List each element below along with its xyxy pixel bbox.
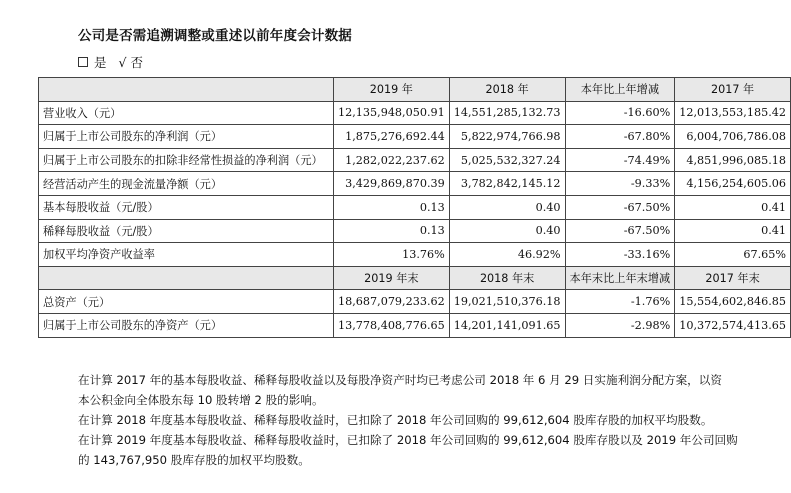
table-header-row — [39, 266, 791, 290]
cell-value: 12,013,553,185.42 — [675, 101, 791, 125]
cell-value: 0.13 — [334, 219, 450, 243]
row-label: 稀释每股收益（元/股） — [39, 219, 334, 243]
header-cell: 2019 年末 — [334, 266, 450, 290]
row-label: 基本每股收益（元/股） — [39, 195, 334, 219]
cell-value: -1.76% — [565, 290, 675, 314]
header-cell: 2018 年 — [449, 78, 565, 102]
cell-value: 19,021,510,376.18 — [449, 290, 565, 314]
header-blank-cell — [39, 266, 334, 290]
table-row — [39, 148, 791, 172]
cell-value: 13,778,408,776.65 — [334, 313, 450, 337]
cell-value: 0.41 — [675, 219, 791, 243]
table-row — [39, 243, 791, 267]
header-cell: 2017 年 — [675, 78, 791, 102]
footnotes — [78, 370, 758, 470]
table-header-row — [39, 78, 791, 102]
cell-value: 10,372,574,413.65 — [675, 313, 791, 337]
cell-value: 3,782,842,145.12 — [449, 172, 565, 196]
header-blank-cell — [39, 78, 334, 102]
row-label: 总资产（元） — [39, 290, 334, 314]
restatement-choice — [78, 53, 143, 71]
table-row — [39, 101, 791, 125]
financial-data-table — [38, 77, 791, 338]
cell-value: 0.40 — [449, 219, 565, 243]
footnote-line: 的 143,767,950 股库存股的加权平均股数。 — [78, 453, 310, 467]
footnote-line: 本公积金向全体股东每 10 股转增 2 股的影响。 — [78, 393, 324, 407]
cell-value: 13.76% — [334, 243, 450, 267]
table-row — [39, 290, 791, 314]
check-mark-icon: √ — [118, 54, 127, 70]
footnote-line: 在计算 2019 年度基本每股收益、稀释每股收益时，已扣除了 2018 年公司回购的 99,612,604 股库存股以及 2019 年公司回购 — [78, 433, 738, 447]
cell-value: 18,687,079,233.62 — [334, 290, 450, 314]
header-cell: 2017 年末 — [675, 266, 791, 290]
cell-value: 3,429,869,870.39 — [334, 172, 450, 196]
row-label: 营业收入（元） — [39, 101, 334, 125]
footnote-line: 在计算 2018 年度基本每股收益、稀释每股收益时，已扣除了 2018 年公司回购的 99,612,604 股库存股的加权平均股数。 — [78, 413, 713, 427]
row-label: 经营活动产生的现金流量净额（元） — [39, 172, 334, 196]
cell-value: 46.92% — [449, 243, 565, 267]
table-row — [39, 125, 791, 149]
cell-value: -74.49% — [565, 148, 675, 172]
header-cell: 2018 年末 — [449, 266, 565, 290]
cell-value: 6,004,706,786.08 — [675, 125, 791, 149]
cell-value: 4,156,254,605.06 — [675, 172, 791, 196]
header-cell: 2019 年 — [334, 78, 450, 102]
table-row — [39, 219, 791, 243]
cell-value: 0.13 — [334, 195, 450, 219]
cell-value: -67.50% — [565, 195, 675, 219]
cell-value: 1,282,022,237.62 — [334, 148, 450, 172]
cell-value: 0.41 — [675, 195, 791, 219]
cell-value: 5,822,974,766.98 — [449, 125, 565, 149]
table-row — [39, 172, 791, 196]
header-cell: 本年比上年增减 — [565, 78, 675, 102]
cell-value: 1,875,276,692.44 — [334, 125, 450, 149]
cell-value: -16.60% — [565, 101, 675, 125]
cell-value: -9.33% — [565, 172, 675, 196]
cell-value: 15,554,602,846.85 — [675, 290, 791, 314]
cell-value: 67.65% — [675, 243, 791, 267]
cell-value: 0.40 — [449, 195, 565, 219]
cell-value: -2.98% — [565, 313, 675, 337]
row-label: 归属于上市公司股东的扣除非经常性损益的净利润（元） — [39, 148, 334, 172]
table-row — [39, 195, 791, 219]
cell-value: -67.80% — [565, 125, 675, 149]
row-label: 归属于上市公司股东的净利润（元） — [39, 125, 334, 149]
cell-value: 12,135,948,050.91 — [334, 101, 450, 125]
row-label: 归属于上市公司股东的净资产（元） — [39, 313, 334, 337]
checkbox-icon — [78, 57, 88, 67]
footnote-line: 在计算 2017 年的基本每股收益、稀释每股收益以及每股净资产时均已考虑公司 2018 年 6 月 29 日实施利润分配方案，以资 — [78, 373, 722, 387]
choice-no: 否 — [130, 55, 143, 70]
cell-value: -33.16% — [565, 243, 675, 267]
table-row — [39, 313, 791, 337]
cell-value: 14,201,141,091.65 — [449, 313, 565, 337]
cell-value: 5,025,532,327.24 — [449, 148, 565, 172]
section-title: 公司是否需追溯调整或重述以前年度会计数据 — [78, 28, 352, 44]
cell-value: 4,851,996,085.18 — [675, 148, 791, 172]
cell-value: 14,551,285,132.73 — [449, 101, 565, 125]
choice-yes: 是 — [94, 55, 107, 70]
row-label: 加权平均净资产收益率 — [39, 243, 334, 267]
cell-value: -67.50% — [565, 219, 675, 243]
header-cell: 本年末比上年末增减 — [565, 266, 675, 290]
